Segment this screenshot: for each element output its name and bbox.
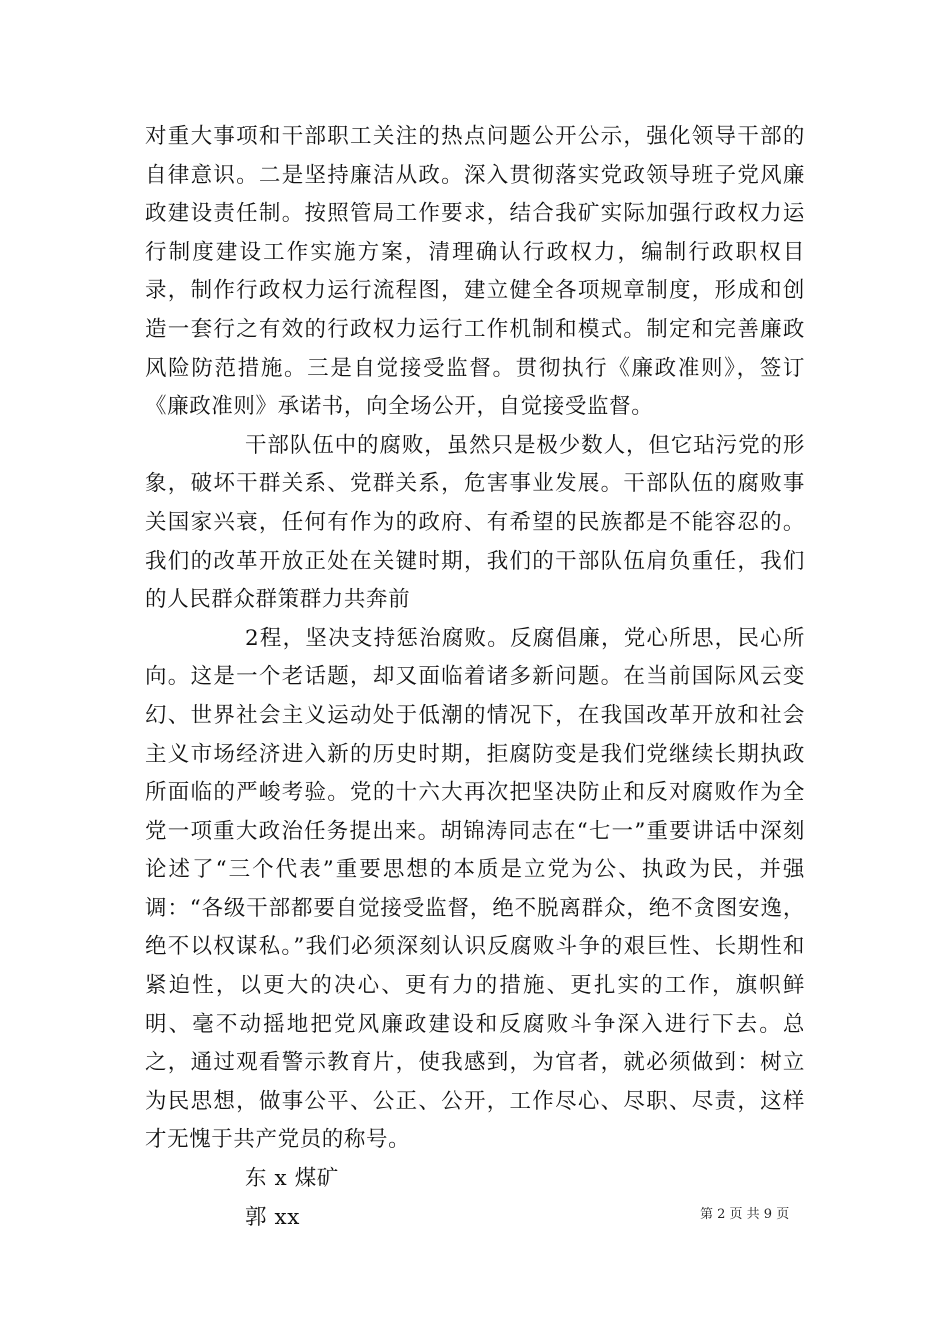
paragraph-1: 对重大事项和干部职工关注的热点问题公开公示，强化领导干部的自律意识。二是坚持廉洁从政。深入贯彻落实党政领导班子党风廉政建设责任制。按照管局工作要求，结合我矿实际加强行政权力运行制度建设工作实施方案，清理确认行政权力，编制行政职权目录，制作行政权力运行流程图，建立健全各项规章制度，形成和创造一套行之有效的行政权力运行工作机制和模式。制定和完善廉政风险防范措施。三是自觉接受监督。贯彻执行《廉政准则》，签订《廉政准则》承诺书，向全场公开，自觉接受监督。 [145, 124, 805, 420]
page-number-footer: 第 2 页 共 9 页 [700, 1207, 790, 1222]
paragraph-2: 干部队伍中的腐败，虽然只是极少数人，但它玷污党的形象，破坏干群关系、党群关系，危害事业发展。干部队伍的腐败事关国家兴衰，任何有作为的政府、有希望的民族都是不能容忍的。我们的改革开放正处在关键时期，我们的干部队伍肩负重任，我们的人民群众群策群力共奔前 [145, 432, 805, 613]
signature-name: 郭 xx [245, 1204, 300, 1230]
paragraph-3: 2程，坚决支持惩治腐败。反腐倡廉，党心所思，民心所向。这是一个老话题，却又面临着诸多新问题。在当前国际风云变幻、世界社会主义运动处于低潮的情况下，在我国改革开放和社会主义市场经济进入新的历史时期，拒腐防变是我们党继续长期执政所面临的严峻考验。党的十六大再次把坚决防止和反对腐败作为全党一项重大政治任务提出来。胡锦涛同志在“七一”重要讲话中深刻论述了“三个代表”重要思想的本质是立党为公、执政为民，并强调：“各级干部都要自觉接受监督，绝不脱离群众，绝不贪图安逸，绝不以权谋私。”我们必须深刻认识反腐败斗争的艰巨性、长期性和紧迫性，以更大的决心、更有力的措施、更扎实的工作，旗帜鲜明、毫不动摇地把党风廉政建设和反腐败斗争深入进行下去。总之，通过观看警示教育片，使我感到，为官者，就必须做到：树立为民思想，做事公平、公正、公开，工作尽心、尽职、尽责，这样才无愧于共产党员的称号。 [145, 625, 805, 1153]
signature-organization: 东 x 煤矿 [245, 1166, 339, 1192]
document-body [145, 118, 805, 1237]
